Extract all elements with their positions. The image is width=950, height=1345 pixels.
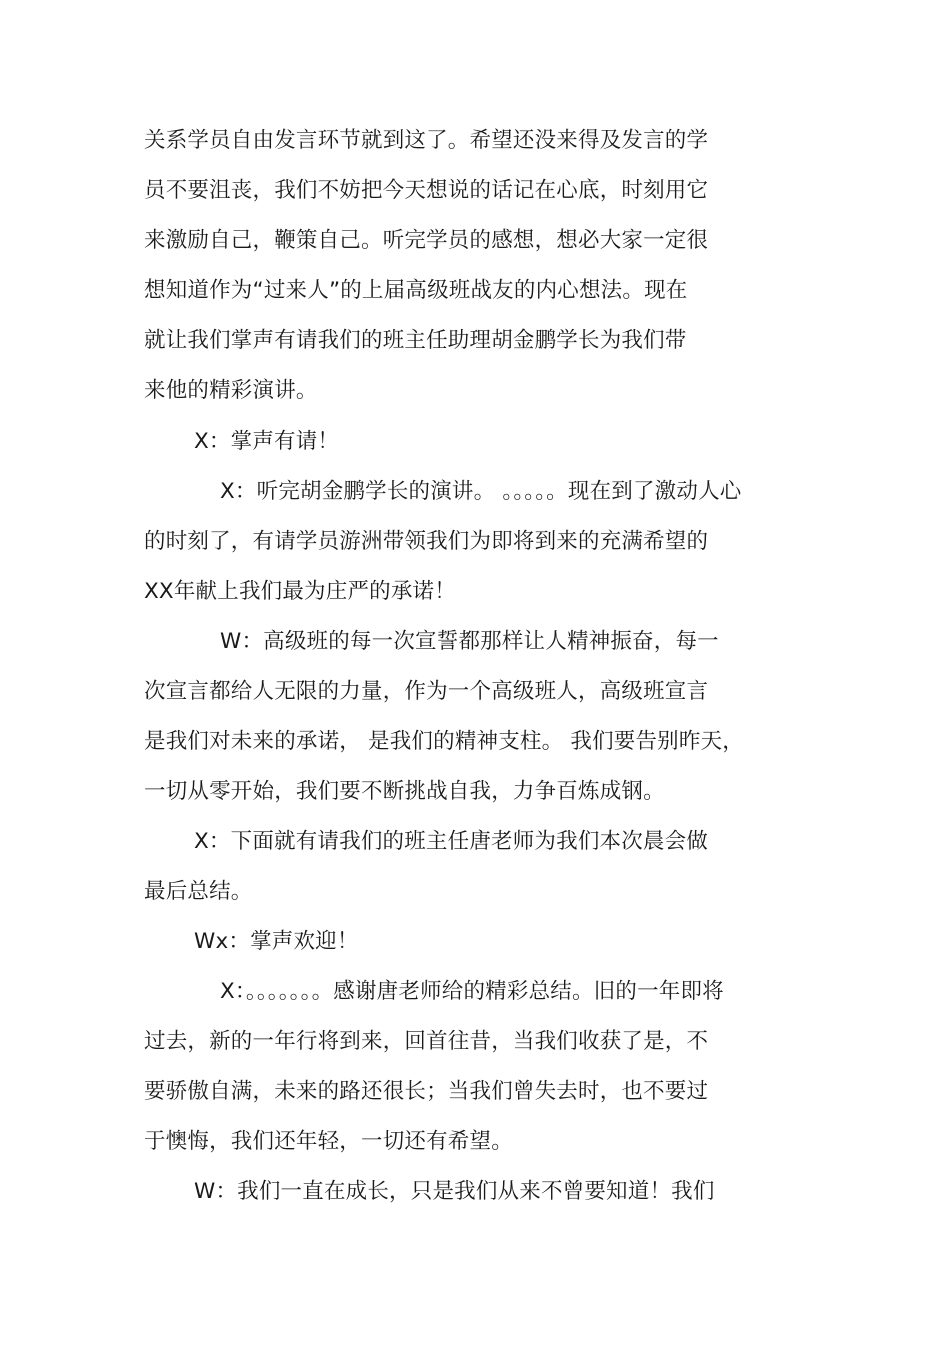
text-line-2: 员不要沮丧，我们不妨把今天想说的话记在心底，时刻用它: [144, 178, 709, 203]
text-line-16: 最后总结。: [144, 879, 253, 904]
text-line-20: 要骄傲自满，未来的路还很长；当我们曾失去时，也不要过: [144, 1079, 709, 1104]
speaker-line-w-1: W：高级班的每一次宣誓都那样让人精神振奋，每一: [220, 629, 719, 654]
text-line-13: 是我们对未来的承诺， 是我们的精神支柱。 我们要告别昨天，: [144, 729, 744, 754]
text-line-6: 来他的精彩演讲。: [144, 378, 318, 403]
text-line-4: 想知道作为“过来人”的上届高级班战友的内心想法。现在: [144, 278, 688, 303]
speaker-line-x-3: X：下面就有请我们的班主任唐老师为我们本次晨会做: [194, 829, 709, 854]
speaker-line-x-4: X：。。。。。。。感谢唐老师给的精彩总结。旧的一年即将: [220, 979, 724, 1004]
speaker-line-x-1: X：掌声有请！: [194, 429, 340, 454]
speaker-line-wx: Wx：掌声欢迎！: [194, 929, 359, 954]
text-line-5: 就让我们掌声有请我们的班主任助理胡金鹏学长为我们带: [144, 328, 687, 353]
text-line-1: 关系学员自由发言环节就到这了。希望还没来得及发言的学: [144, 128, 709, 153]
text-line-9: 的时刻了，有请学员游洲带领我们为即将到来的充满希望的: [144, 529, 709, 554]
text-line-10: XX年献上我们最为庄严的承诺！: [144, 579, 456, 604]
text-line-3: 来激励自己，鞭策自己。听完学员的感想，想必大家一定很: [144, 228, 709, 253]
text-line-12: 次宣言都给人无限的力量，作为一个高级班人，高级班宣言: [144, 679, 709, 704]
speaker-line-w-2: W：我们一直在成长，只是我们从来不曾要知道！我们: [194, 1179, 715, 1204]
text-line-19: 过去，新的一年行将到来，回首往昔，当我们收获了是，不: [144, 1029, 709, 1054]
speaker-line-x-2: X：听完胡金鹏学长的演讲。 。。。。。现在到了激动人心: [220, 479, 742, 504]
text-line-14: 一切从零开始，我们要不断挑战自我，力争百炼成钢。: [144, 779, 665, 804]
text-line-21: 于懊悔，我们还年轻，一切还有希望。: [144, 1129, 513, 1154]
